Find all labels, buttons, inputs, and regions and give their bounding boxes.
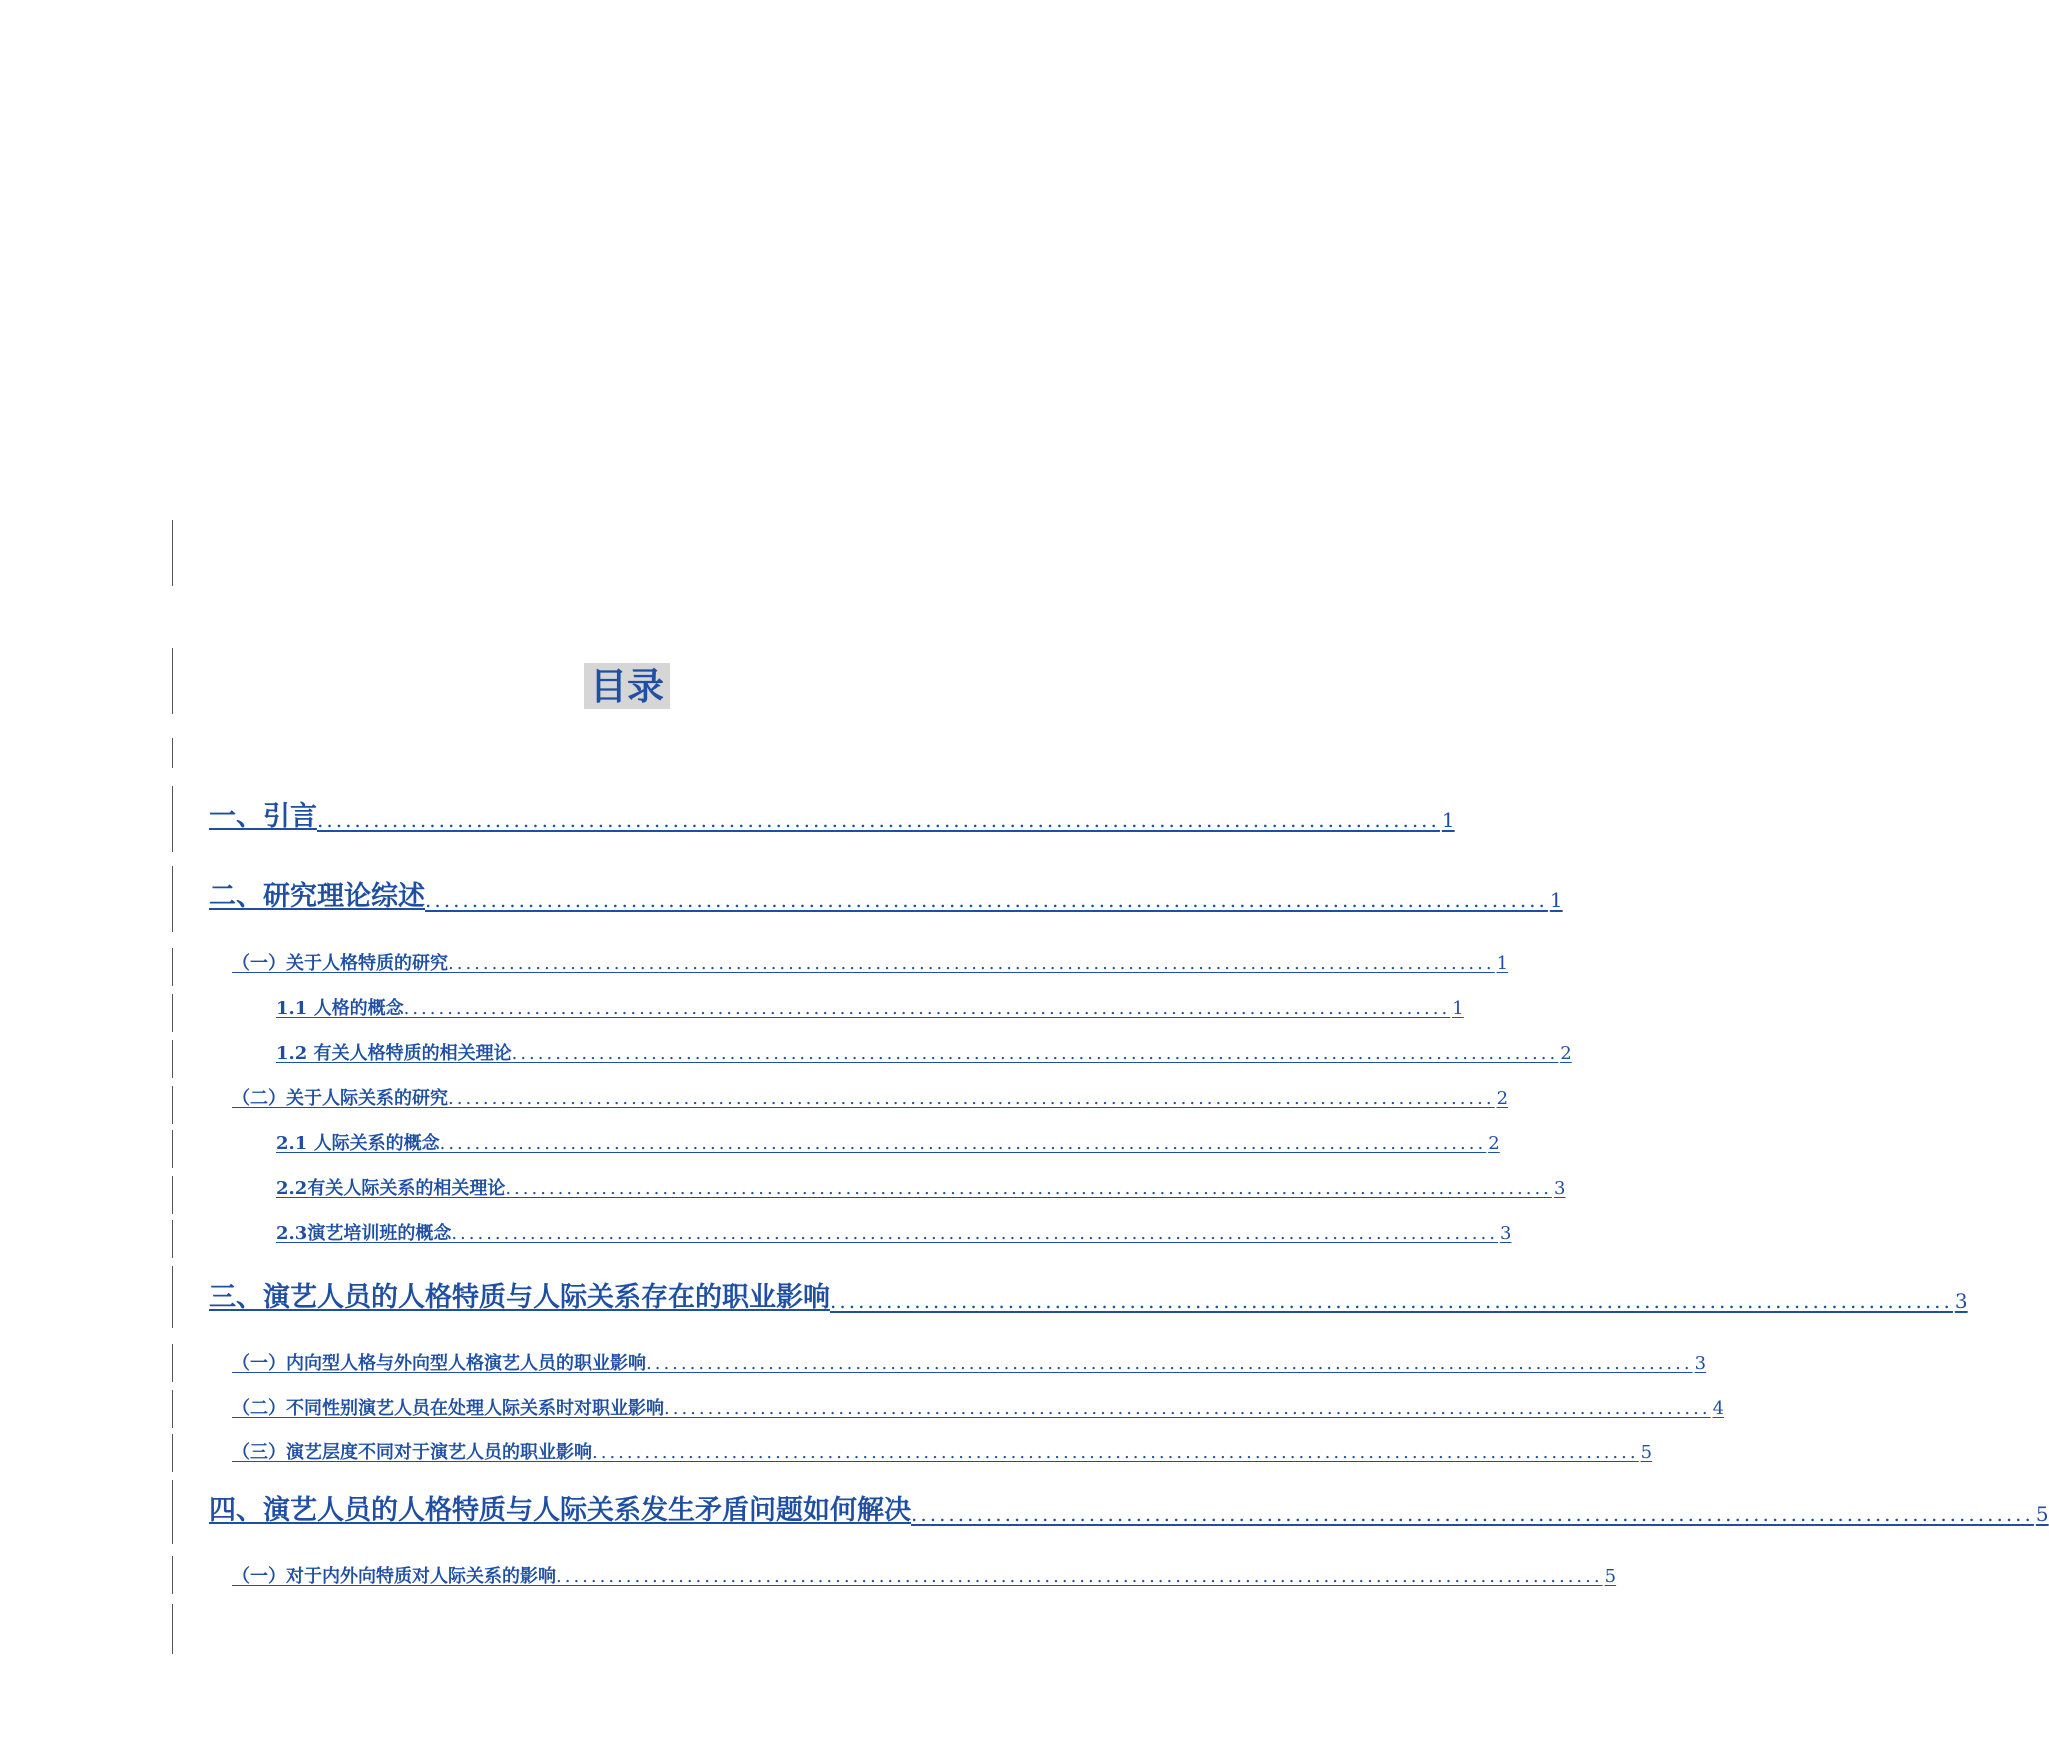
margin-bar	[172, 1266, 173, 1328]
toc-entry-relationship-concept[interactable]	[276, 1132, 1500, 1156]
toc-page-number: 3	[1499, 1223, 1512, 1244]
toc-dot-leader: ........................................................................................................................	[556, 1566, 1603, 1587]
toc-dot-leader: ........................................................................................................................	[830, 1289, 1953, 1313]
toc-page-number: 1	[1452, 998, 1464, 1019]
toc-dot-leader: ........................................................................................................................	[448, 953, 1495, 974]
margin-bar	[172, 866, 173, 932]
margin-bar	[172, 1220, 173, 1258]
toc-entry-label: 2.1 人际关系的概念	[276, 1133, 440, 1154]
toc-title: 目录	[584, 663, 670, 709]
toc-page-number: 3	[1954, 1289, 1968, 1313]
toc-dot-leader: ........................................................................................................................	[439, 1133, 1487, 1154]
toc-dot-leader: ........................................................................................................................	[448, 1088, 1495, 1109]
toc-page-number: 1	[1441, 808, 1455, 832]
toc-entry-label: 二、研究理论综述	[209, 881, 425, 912]
toc-entry-relationship-research[interactable]	[232, 1087, 1509, 1111]
margin-bar	[172, 1086, 173, 1124]
toc-dot-leader: ........................................................................................................................	[911, 1502, 2034, 1526]
toc-entry-label: （一）内向型人格与外向型人格演艺人员的职业影响	[232, 1353, 646, 1374]
toc-entry-label: 1.1 人格的概念	[276, 998, 404, 1019]
toc-entry-label: 2.3演艺培训班的概念	[276, 1223, 452, 1244]
toc-entry-career-impact[interactable]	[209, 1281, 1968, 1315]
toc-page-number: 5	[1640, 1442, 1653, 1463]
toc-page-number: 5	[2035, 1502, 2049, 1526]
toc-entry-introvert-extrovert[interactable]	[232, 1352, 1707, 1376]
toc-dot-leader: ........................................................................................................................	[317, 808, 1440, 832]
toc-dot-leader: ........................................................................................................................	[451, 1223, 1498, 1244]
toc-entry-conflict-resolution[interactable]	[209, 1494, 2049, 1528]
margin-bar	[172, 648, 173, 714]
toc-page-number: 5	[1604, 1566, 1617, 1587]
margin-bar	[172, 1556, 173, 1594]
toc-entry-personality-research[interactable]	[232, 952, 1509, 976]
margin-bar	[172, 1604, 173, 1654]
toc-entry-training-class-concept[interactable]	[276, 1222, 1512, 1246]
toc-page-number: 2	[1488, 1133, 1500, 1154]
toc-dot-leader: ........................................................................................................................	[646, 1353, 1693, 1374]
toc-entry-label: （三）演艺层度不同对于演艺人员的职业影响	[232, 1442, 592, 1463]
toc-page-number: 3	[1694, 1353, 1707, 1374]
toc-entry-gender[interactable]	[232, 1397, 1725, 1421]
toc-dot-leader: ........................................................................................................................	[664, 1398, 1711, 1419]
toc-entry-introduction[interactable]	[209, 800, 1455, 834]
toc-entry-personality-theory[interactable]	[276, 1042, 1572, 1066]
toc-page-number: 1	[1549, 888, 1563, 912]
margin-bar	[172, 520, 173, 586]
margin-bar	[172, 1176, 173, 1214]
margin-bar	[172, 1344, 173, 1382]
toc-entry-label: （一）关于人格特质的研究	[232, 953, 448, 974]
margin-bar	[172, 994, 173, 1032]
margin-bar	[172, 948, 173, 986]
toc-entry-intro-extro-relationship[interactable]	[232, 1565, 1617, 1589]
toc-entry-performance-level[interactable]	[232, 1441, 1653, 1465]
toc-entry-label: 三、演艺人员的人格特质与人际关系存在的职业影响	[209, 1282, 830, 1313]
margin-bar	[172, 1434, 173, 1472]
toc-entry-personality-concept[interactable]	[276, 997, 1464, 1021]
toc-entry-label: 1.2 有关人格特质的相关理论	[276, 1043, 512, 1064]
margin-bar	[172, 1480, 173, 1544]
toc-page-number: 3	[1553, 1178, 1566, 1199]
toc-entry-label: （二）不同性别演艺人员在处理人际关系时对职业影响	[232, 1398, 664, 1419]
toc-page-number: 1	[1496, 953, 1509, 974]
toc-entry-label: 一、引言	[209, 801, 317, 832]
margin-bar	[172, 738, 173, 768]
toc-entry-label: 2.2有关人际关系的相关理论	[276, 1178, 506, 1199]
margin-bar	[172, 1040, 173, 1078]
toc-dot-leader: ........................................................................................................................	[511, 1043, 1559, 1064]
toc-page-number: 2	[1560, 1043, 1572, 1064]
margin-bar	[172, 1130, 173, 1168]
toc-dot-leader: ........................................................................................................................	[425, 888, 1548, 912]
margin-bar	[172, 786, 173, 852]
toc-dot-leader: ........................................................................................................................	[505, 1178, 1552, 1199]
toc-entry-label: 四、演艺人员的人格特质与人际关系发生矛盾问题如何解决	[209, 1495, 911, 1526]
margin-bar	[172, 1390, 173, 1428]
toc-entry-label: （二）关于人际关系的研究	[232, 1088, 448, 1109]
toc-entry-relationship-theory[interactable]	[276, 1177, 1566, 1201]
toc-dot-leader: ........................................................................................................................	[592, 1442, 1639, 1463]
toc-page-number: 2	[1496, 1088, 1509, 1109]
toc-page-number: 4	[1712, 1398, 1725, 1419]
toc-entry-literature-review[interactable]	[209, 880, 1563, 914]
toc-dot-leader: ........................................................................................................................	[403, 998, 1451, 1019]
toc-entry-label: （一）对于内外向特质对人际关系的影响	[232, 1566, 556, 1587]
